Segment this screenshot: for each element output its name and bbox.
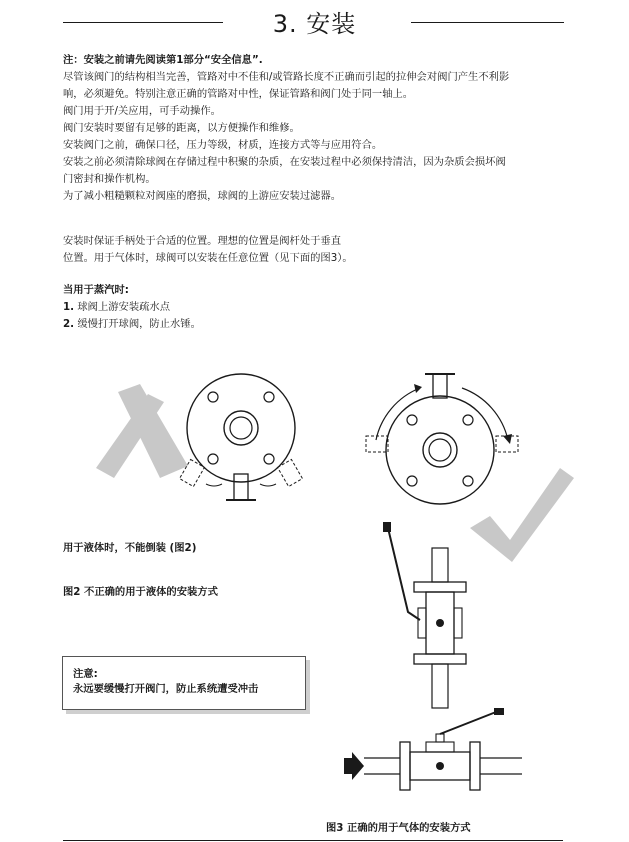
caution-title: 注意: bbox=[73, 668, 98, 680]
fig3-caption: 图3 正确的用于气体的安装方式 bbox=[326, 822, 471, 834]
handle-down bbox=[234, 474, 248, 500]
intro-line: 安装之前必须清除球阀在存储过程中积聚的杂质，在安装过程中必须保持清洁，因为杂质会损坏阀 bbox=[63, 156, 506, 168]
steam-item-number: 1. bbox=[63, 301, 75, 313]
steam-heading: 当用于蒸汽时: bbox=[63, 284, 129, 296]
intro-line: 尽管该阀门的结构相当完善，管路对中不佳和/或管路长度不正确而引起的拉伸会对阀门产生不利影 bbox=[63, 71, 510, 83]
intro-line: 为了减小粗糙颗粒对阀座的磨损，球阀的上游应安装过滤器。 bbox=[63, 190, 342, 202]
intro-line: 阀门用于开/关应用，可手动操作。 bbox=[63, 105, 221, 117]
steam-item bbox=[63, 316, 573, 333]
rotate-right-arrow-icon bbox=[462, 388, 508, 440]
steam-item-number: 2. bbox=[63, 318, 75, 330]
cross-mark-icon bbox=[118, 384, 188, 478]
intro-line: 阀门安装时要留有足够的距离，以方便操作和维修。 bbox=[63, 122, 300, 134]
flange-bore-outer bbox=[224, 411, 258, 445]
steam-item-text: 球阀上游安装疏水点 bbox=[77, 301, 171, 313]
flange-outer bbox=[187, 374, 295, 482]
section-title: 3. 安装 bbox=[272, 10, 357, 38]
intro-line: 响，必须避免。特别注意正确的管路对中性，保证管路和阀门处于同一轴上。 bbox=[63, 88, 414, 100]
caution-box bbox=[62, 656, 306, 710]
intro-line: 安装阀门之前，确保口径，压力等级，材质，连接方式等与应用符合。 bbox=[63, 139, 383, 151]
handle-line: 位置。用于气体时，球阀可以安装在任意位置（见下面的图3）。 bbox=[63, 252, 353, 264]
footer-rule bbox=[63, 840, 563, 841]
rotate-left-arrow-icon bbox=[376, 388, 420, 440]
title-rule-right bbox=[411, 22, 564, 23]
liquid-note: 用于液体时，不能倒装 (图2) bbox=[63, 542, 197, 554]
safety-note-heading: 注：安装之前请先阅读第1部分“安全信息”. bbox=[63, 54, 263, 66]
check-mark-icon bbox=[470, 468, 574, 562]
intro-block bbox=[63, 52, 573, 205]
caution-text: 永远要缓慢打开阀门，防止系统遭受冲击 bbox=[73, 683, 259, 695]
flange-bore-inner bbox=[230, 417, 252, 439]
handle-block bbox=[63, 233, 573, 267]
intro-line: 门密封和操作机构。 bbox=[63, 173, 156, 185]
steam-item bbox=[63, 299, 573, 316]
steam-item-text: 缓慢打开球阀，防止水锤。 bbox=[77, 318, 201, 330]
handle-line: 安装时保证手柄处于合适的位置。理想的位置是阀杆处于垂直 bbox=[63, 235, 342, 247]
fig2-caption: 图2 不正确的用于液体的安装方式 bbox=[63, 586, 218, 598]
flow-arrow-icon bbox=[344, 752, 364, 780]
steam-block bbox=[63, 282, 573, 333]
